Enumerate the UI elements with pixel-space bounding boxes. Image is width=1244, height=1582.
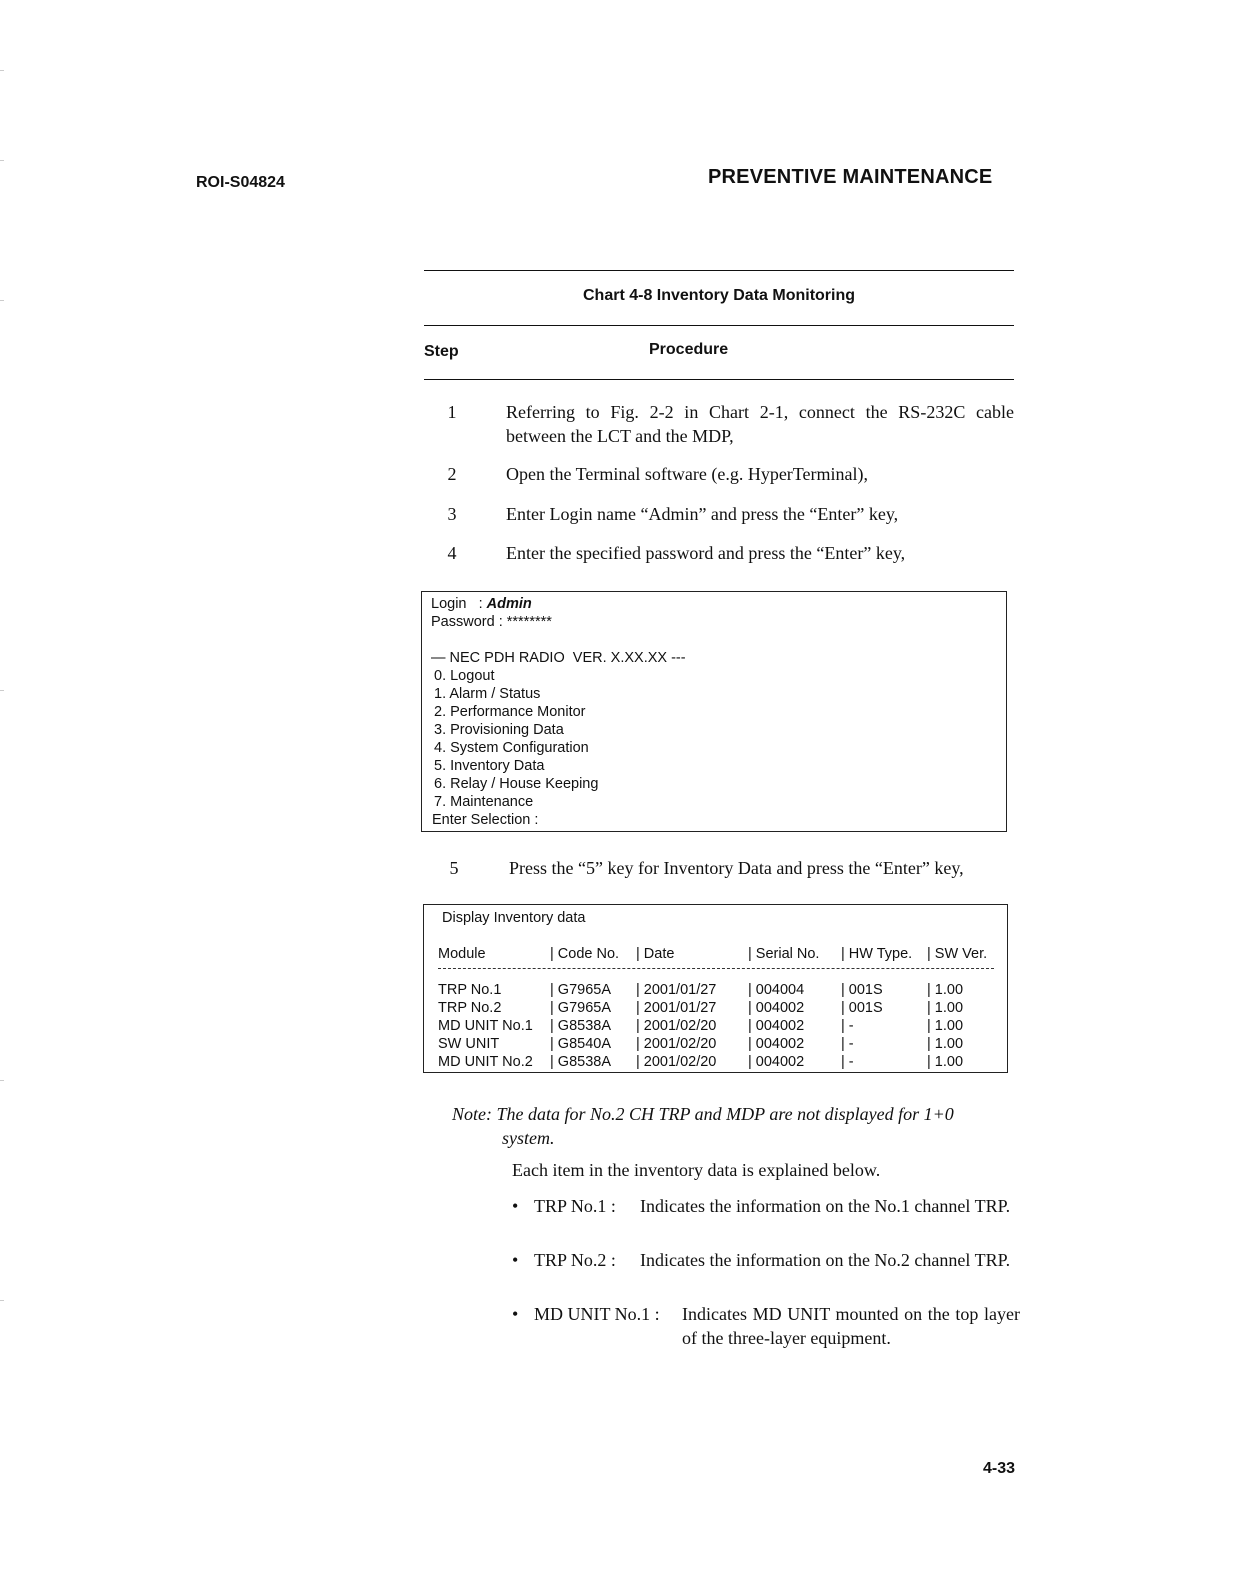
table-cell: | 1.00 (927, 1036, 964, 1052)
login-terminal-screen (421, 591, 1007, 832)
header-divider (438, 968, 994, 969)
step-number: 1 (447, 402, 457, 422)
menu-item: 0. Logout (434, 668, 495, 684)
step-text: Enter Login name “Admin” and press the “Enter” key, (506, 504, 899, 524)
table-cell: | - (841, 1054, 854, 1070)
table-cell: | 1.00 (927, 1000, 964, 1016)
table-cell: | 1.00 (927, 1018, 964, 1034)
document-id: ROI-S04824 (196, 174, 285, 191)
table-cell: | 1.00 (927, 982, 964, 998)
note-line-2: system. (502, 1128, 555, 1148)
note (452, 1102, 1022, 1150)
scan-mark (0, 160, 4, 161)
scan-mark (0, 300, 4, 301)
step-text: Enter the specified password and press the “Enter” key, (506, 543, 906, 563)
list-item (512, 1248, 1022, 1298)
page-number: 4-33 (983, 1460, 1016, 1477)
table-cell: | 004004 (748, 982, 805, 998)
table-cell: | G8538A (550, 1054, 612, 1070)
menu-item: 2. Performance Monitor (434, 704, 586, 720)
intro-paragraph: Each item in the inventory data is explained below. (512, 1160, 881, 1180)
item-description: Indicates the information on the No.2 channel TRP. (640, 1250, 1011, 1270)
step-number: 5 (449, 858, 459, 878)
table-cell: TRP No.1 (438, 982, 502, 998)
password-line: Password : ******** (431, 614, 552, 630)
menu-item: 6. Relay / House Keeping (434, 776, 599, 792)
table-cell: | 2001/02/20 (636, 1036, 717, 1052)
table-cell: MD UNIT No.1 (438, 1018, 533, 1034)
selection-prompt: Enter Selection : (432, 812, 539, 828)
scan-mark (0, 1080, 4, 1081)
item-term: MD UNIT No.1 : (534, 1304, 660, 1324)
table-cell: | G7965A (550, 982, 612, 998)
inventory-terminal-screen (423, 904, 1008, 1073)
list-item (512, 1302, 1022, 1352)
table-cell: | 004002 (748, 1036, 805, 1052)
table-cell: | - (841, 1018, 854, 1034)
table-cell: | 1.00 (927, 1054, 964, 1070)
column-header: | HW Type. (841, 946, 913, 962)
column-header-step: Step (424, 343, 459, 360)
item-description: Indicates the information on the No.1 channel TRP. (640, 1196, 1011, 1216)
column-header: Module (438, 946, 486, 962)
column-header: | SW Ver. (927, 946, 988, 962)
step-text: Open the Terminal software (e.g. HyperTerminal), (506, 464, 869, 484)
table-cell: | 001S (841, 982, 883, 998)
divider-header (424, 379, 1014, 380)
version-banner: — NEC PDH RADIO VER. X.XX.XX --- (431, 650, 686, 666)
step-number: 4 (447, 543, 457, 563)
table-cell: | G8540A (550, 1036, 612, 1052)
step-text: Press the “5” key for Inventory Data and press the “Enter” key, (509, 858, 964, 878)
table-cell: | 004002 (748, 1054, 805, 1070)
table-cell: | G8538A (550, 1018, 612, 1034)
section-title: PREVENTIVE MAINTENANCE (708, 166, 993, 188)
column-header: | Serial No. (748, 946, 820, 962)
table-cell: | G7965A (550, 1000, 612, 1016)
column-header: | Code No. (550, 946, 620, 962)
divider-chart (424, 325, 1014, 326)
menu-item: 7. Maintenance (434, 794, 534, 810)
item-description: Indicates MD UNIT mounted on the top layer of the three-layer equipment. (682, 1304, 1020, 1348)
scan-mark (0, 1300, 4, 1301)
divider-top (424, 270, 1014, 271)
scan-mark (0, 690, 4, 691)
table-cell: | - (841, 1036, 854, 1052)
note-line-1: Note: The data for No.2 CH TRP and MDP are not displayed for 1+0 (452, 1104, 954, 1124)
list-item (512, 1194, 1022, 1244)
bullet-marker: • (512, 1304, 519, 1324)
login-line: Login : Admin (431, 596, 532, 612)
step-text: Referring to Fig. 2-2 in Chart 2-1, connect the RS-232C cable between the LCT and the MDP, (506, 402, 1014, 446)
table-cell: | 2001/01/27 (636, 1000, 717, 1016)
bullet-marker: • (512, 1250, 519, 1270)
menu-item: 4. System Configuration (434, 740, 589, 756)
menu-item: 5. Inventory Data (434, 758, 545, 774)
table-cell: | 004002 (748, 1018, 805, 1034)
bullet-marker: • (512, 1196, 519, 1216)
menu-item: 3. Provisioning Data (434, 722, 564, 738)
table-cell: TRP No.2 (438, 1000, 502, 1016)
chart-title: Chart 4-8 Inventory Data Monitoring (582, 287, 856, 304)
table-cell: | 2001/01/27 (636, 982, 717, 998)
table-cell: | 2001/02/20 (636, 1054, 717, 1070)
column-header: | Date (636, 946, 675, 962)
table-cell: | 004002 (748, 1000, 805, 1016)
table-cell: SW UNIT (438, 1036, 500, 1052)
column-header-procedure: Procedure (649, 341, 729, 358)
scan-mark (0, 70, 4, 71)
inventory-title: Display Inventory data (442, 910, 586, 926)
item-term: TRP No.1 : (534, 1196, 616, 1216)
menu-item: 1. Alarm / Status (434, 686, 541, 702)
table-cell: | 2001/02/20 (636, 1018, 717, 1034)
table-cell: MD UNIT No.2 (438, 1054, 533, 1070)
step-number: 2 (447, 464, 457, 484)
step-number: 3 (447, 504, 457, 524)
item-term: TRP No.2 : (534, 1250, 616, 1270)
table-cell: | 001S (841, 1000, 883, 1016)
